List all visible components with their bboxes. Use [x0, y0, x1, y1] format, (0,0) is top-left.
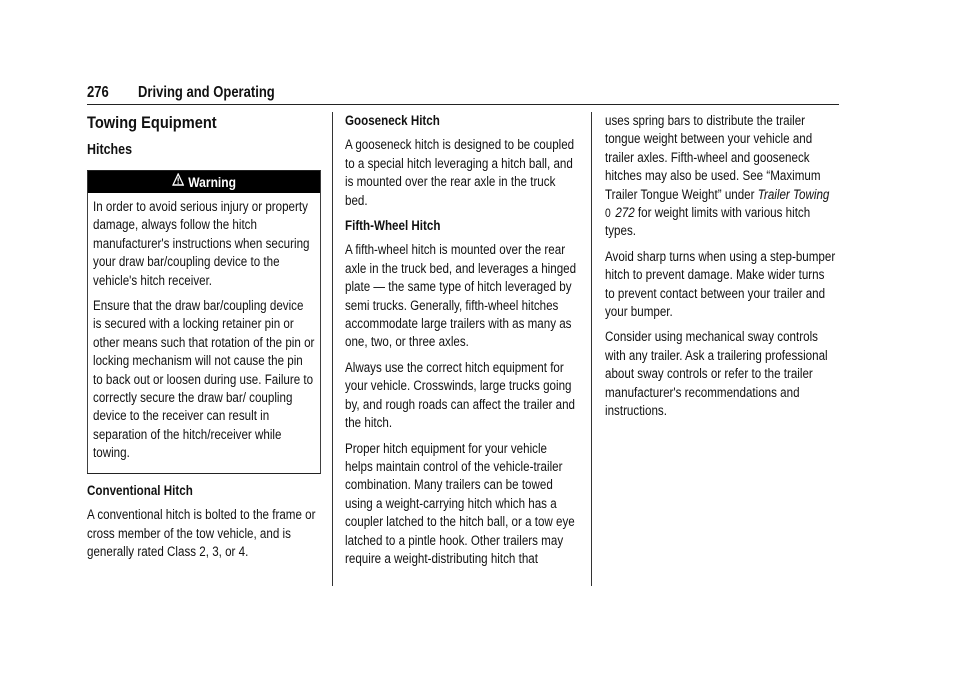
- warning-header: [88, 171, 320, 193]
- paragraph: Avoid sharp turns when using a step-bumper hitch to prevent damage. Make wider turns to prevent contact between your trailer and your bumper.: [605, 248, 836, 320]
- paragraph: Always use the correct hitch equipment for your vehicle. Crosswinds, large trucks going by, and rough roads can affect the trailer and the hitch.: [345, 359, 575, 431]
- paragraph: A gooseneck hitch is designed to be coupled to a special hitch leveraging a hitch ball, and is mounted over the rear axle in the truck bed.: [345, 137, 575, 208]
- heading-fifth-wheel-hitch: Fifth-Wheel Hitch: [345, 218, 441, 234]
- paragraph: A conventional hitch is bolted to the frame or cross member of the tow vehicle, and is generally rated Class 2, 3, or 4.: [87, 507, 316, 559]
- section-title: Driving and Operating: [138, 84, 275, 101]
- subsection-title: Hitches: [87, 142, 133, 158]
- page-title: Towing Equipment: [87, 113, 217, 132]
- paragraph-text: uses spring bars to distribute the trailer tongue weight between your vehicle and trailer axles. Fifth-wheel and gooseneck hitches may also be used. See “Maximum Trailer Tongue Weight” under: [605, 113, 821, 202]
- column-divider: [591, 112, 592, 586]
- paragraph: [605, 112, 837, 241]
- warning-paragraph: In order to avoid serious injury or property damage, always follow the hitch manufacturer's instructions when securing your draw bar/coupling device to the vehicle's hitch receiver.: [93, 199, 310, 288]
- column-left: [87, 112, 319, 568]
- warning-paragraph: Ensure that the draw bar/coupling device is secured with a locking retainer pin or other means such that rotation of the pin or locking mechanism will not cause the pin to back out or loosen during use. Failure to correctly secure the draw bar/ coupling device to the receiver can result in separation of the hitch/receiver while towing.: [93, 298, 315, 461]
- warning-box: [87, 170, 321, 474]
- column-middle: [345, 112, 577, 575]
- page-header: [87, 84, 839, 105]
- paragraph-text: for weight limits with various hitch types.: [605, 205, 811, 239]
- paragraph: Proper hitch equipment for your vehicle helps maintain control of the vehicle-trailer combination. Many trailers can be towed using a weight-carrying hitch which has a coupler latched to the hitch ball, or a tow eye latched to a pintle hook. Other trailers may require a weight-distributing hitch that: [345, 440, 575, 566]
- warning-body: [88, 193, 320, 473]
- page-reference-icon: 0: [605, 206, 611, 221]
- heading-gooseneck-hitch: Gooseneck Hitch: [345, 113, 440, 128]
- paragraph: A fifth-wheel hitch is mounted over the rear axle in the truck bed, and leverages a hinged plate — the same type of hitch leveraged by semi trucks. Generally, fifth-wheel hitches accommodate large trailers with as many as one, two, or three axles.: [345, 242, 577, 350]
- warning-triangle-icon: [172, 170, 184, 192]
- page-reference-number[interactable]: 272: [615, 205, 635, 221]
- column-right: [605, 112, 837, 428]
- column-divider: [332, 112, 333, 586]
- warning-label: Warning: [188, 174, 236, 190]
- heading-conventional-hitch: Conventional Hitch: [87, 482, 193, 498]
- paragraph: Consider using mechanical sway controls with any trailer. Ask a trailering professional about sway controls or refer to the trailer manufacturer's recommendations and instructions.: [605, 329, 828, 419]
- cross-reference-link[interactable]: Trailer Towing: [757, 186, 830, 202]
- page-number: 276: [87, 84, 109, 101]
